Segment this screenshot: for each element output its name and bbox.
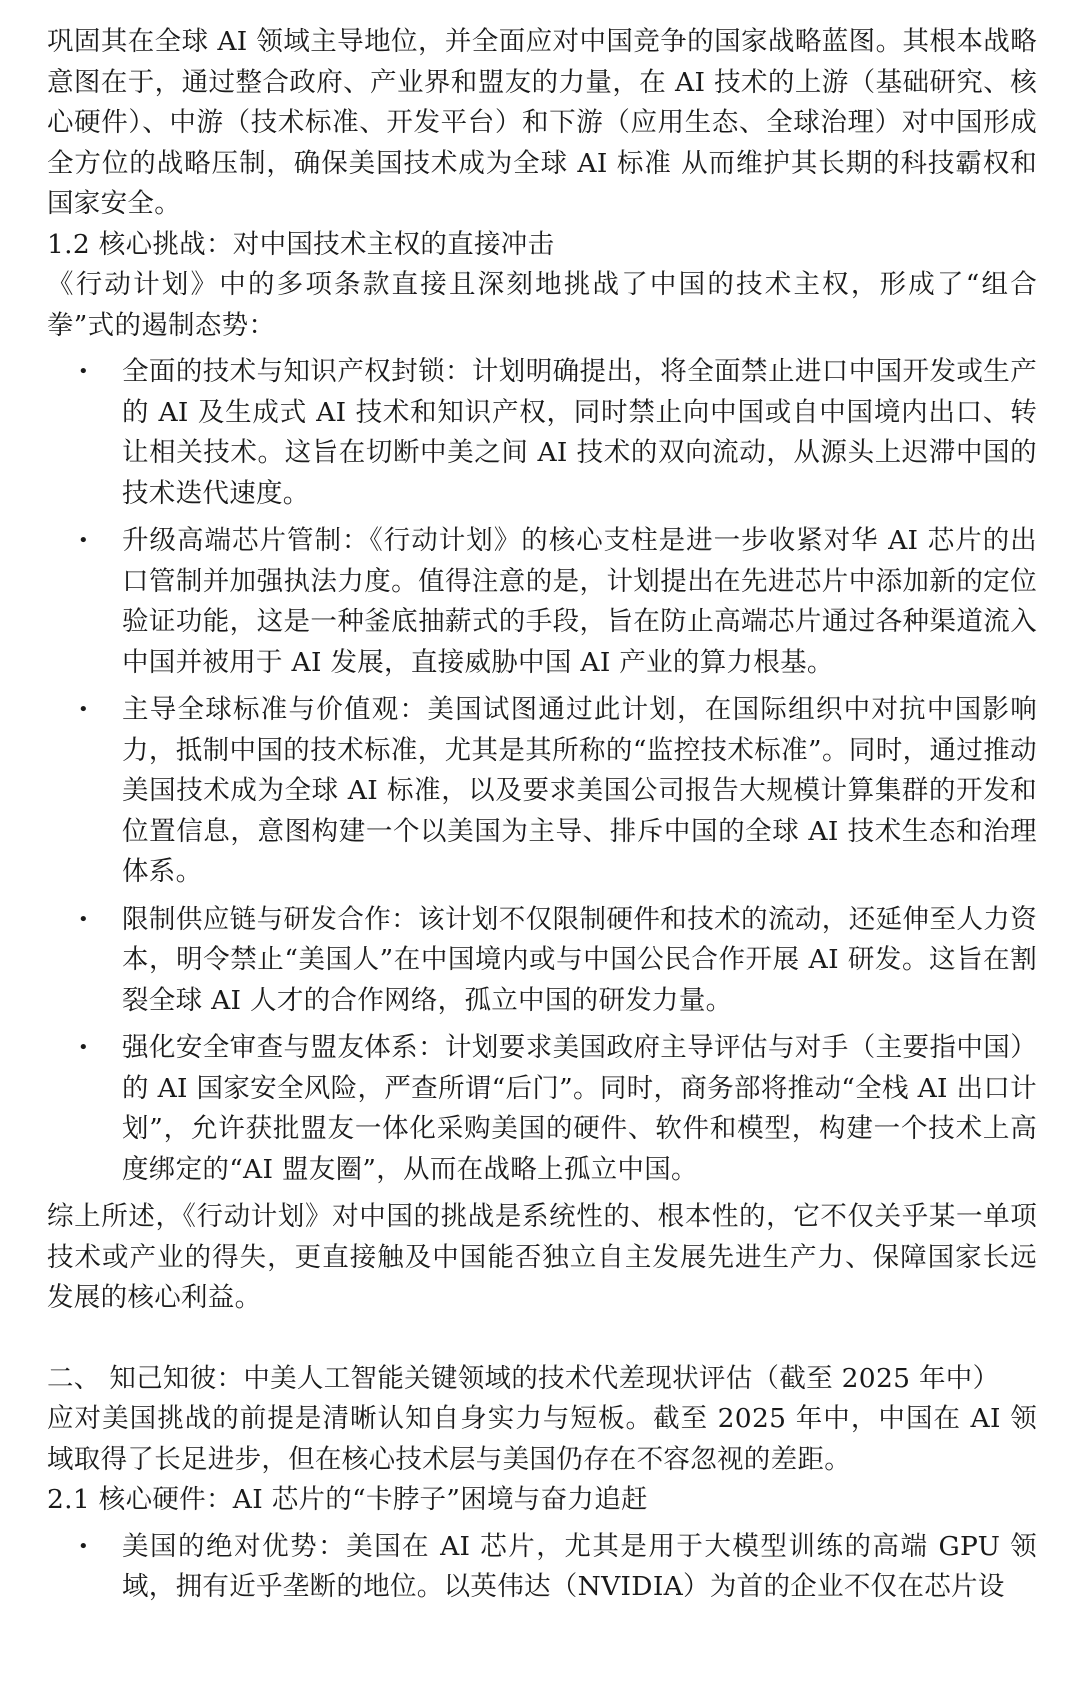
list-item <box>78 900 1037 1022</box>
hardware-bullet-list <box>47 1527 1037 1608</box>
list-item <box>78 690 1037 893</box>
section1-lead-paragraph: 《行动计划》中的多项条款直接且深刻地挑战了中国的技术主权，形成了“组合拳”式的遏制态势： <box>47 269 1037 341</box>
bullet-icon: • <box>78 908 89 930</box>
list-item <box>78 521 1037 683</box>
list-item-text: 限制供应链与研发合作：该计划不仅限制硬件和技术的流动，还延伸至人力资本，明令禁止“美国人”在中国境内或与中国公民合作开展 AI 研发。这旨在割裂全球 AI 人才的合作网络，孤立中国的研发力量。 <box>122 903 1037 1016</box>
bullet-icon: • <box>78 1535 89 1557</box>
list-item-text: 全面的技术与知识产权封锁：计划明确提出，将全面禁止进口中国开发或生产的 AI 及生成式 AI 技术和知识产权，同时禁止向中国或自中国境内出口、转让相关技术。这旨在切断中美之间 AI 技术的双向流动，从源头上迟滞中国的技术迭代速度。 <box>122 356 1037 509</box>
list-item-text: 强化安全审查与盟友体系：计划要求美国政府主导评估与对手（主要指中国）的 AI 国家安全风险，严查所谓“后门”。同时，商务部将推动“全栈 AI 出口计划”，允许获批盟友一体化采购美国的硬件、软件和模型，构建一个技术上高度绑定的“AI 盟友圈”，从而在战略上孤立中国。 <box>122 1032 1037 1185</box>
section2-intro-paragraph: 应对美国挑战的前提是清晰认知自身实力与短板。截至 2025 年中，中国在 AI 领域取得了长足进步，但在核心技术层与美国仍存在不容忽视的差距。 <box>47 1403 1037 1475</box>
section-spacer <box>47 1319 1037 1359</box>
challenge-bullet-list <box>47 352 1037 1190</box>
list-item-text: 美国的绝对优势：美国在 AI 芯片，尤其是用于大模型训练的高端 GPU 领域，拥有近乎垄断的地位。以英伟达（NVIDIA）为首的企业不仅在芯片设 <box>122 1530 1037 1602</box>
bullet-icon: • <box>78 361 89 382</box>
list-item <box>78 1028 1037 1190</box>
section1-intro-paragraph: 巩固其在全球 AI 领域主导地位，并全面应对中国竞争的国家战略蓝图。其根本战略意图在于，通过整合政府、产业界和盟友的力量，在 AI 技术的上游（基础研究、核心硬件）、中游（技术标准、开发平台）和下游（应用生态、全球治理）对中国形成全方位的战略压制，确保美国技术成为全球 AI 标准 从而维护其长期的科技霸权和国家安全。 <box>47 26 1037 219</box>
bullet-icon: • <box>78 1037 89 1058</box>
list-item-text: 升级高端芯片管制：《行动计划》的核心支柱是进一步收紧对华 AI 芯片的出口管制并加强执法力度。值得注意的是，计划提出在先进芯片中添加新的定位验证功能，这是一种釜底抽薪式的手段，旨在防止高端芯片通过各种渠道流入中国并被用于 AI 发展，直接威胁中国 AI 产业的算力根基。 <box>122 525 1037 678</box>
heading-2-1: 2.1 核心硬件：AI 芯片的“卡脖子”困境与奋力追赶 <box>47 1484 648 1515</box>
list-item <box>78 1527 1037 1608</box>
bullet-icon: • <box>78 699 89 720</box>
section1-summary-paragraph: 综上所述，《行动计划》对中国的挑战是系统性的、根本性的，它不仅关乎某一单项技术或产业的得失，更直接触及中国能否独立自主发展先进生产力、保障国家长远发展的核心利益。 <box>47 1201 1037 1313</box>
document-page <box>47 22 1037 1615</box>
heading-section-2: 二、 知己知彼：中美人工智能关键领域的技术代差现状评估（截至 2025 年中） <box>47 1362 1000 1394</box>
heading-1-2: 1.2 核心挑战：对中国技术主权的直接冲击 <box>47 228 555 260</box>
list-item <box>78 352 1037 514</box>
list-item-text: 主导全球标准与价值观：美国试图通过此计划，在国际组织中对抗中国影响力，抵制中国的技术标准，尤其是其所称的“监控技术标准”。同时，通过推动美国技术成为全球 AI 标准，以及要求美国公司报告大规模计算集群的开发和位置信息，意图构建一个以美国为主导、排斥中国的全球 AI 技术生态和治理体系。 <box>122 694 1037 887</box>
bullet-icon: • <box>78 530 89 551</box>
